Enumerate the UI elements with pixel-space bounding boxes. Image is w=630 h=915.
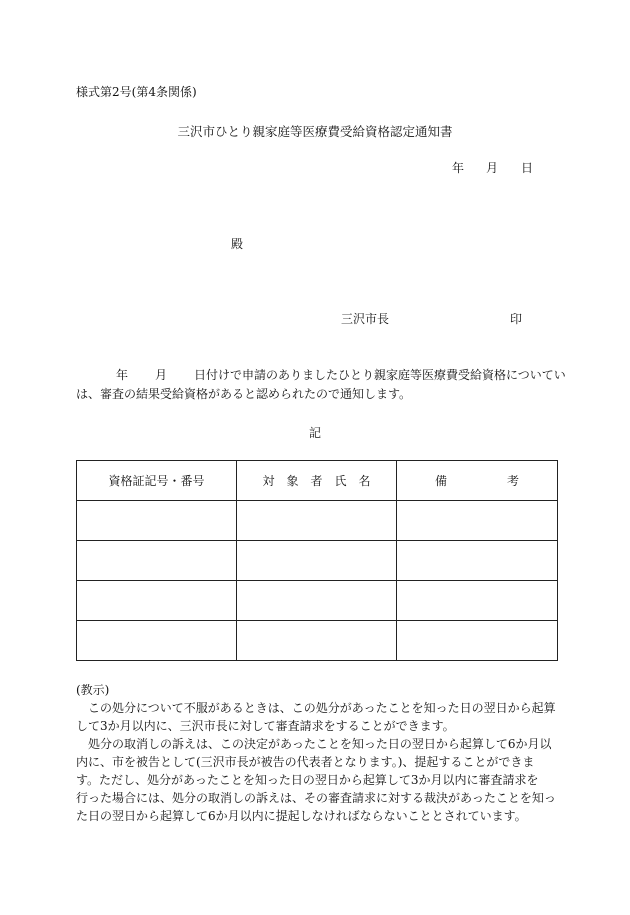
header-remarks: 備考 (397, 461, 558, 501)
intro-text-line2: は、審査の結果受給資格があると認められたので通知します。 (76, 387, 412, 401)
header-subject-name: 対 象 者 氏 名 (237, 461, 397, 501)
table-row (77, 581, 558, 621)
seal-mark: 印 (510, 312, 523, 326)
ki-heading: 記 (308, 426, 321, 440)
intro-year-label: 年 (116, 368, 129, 382)
notice-line: た日の翌日から起算して6か月以内に提起しなければならないこととされています。 (76, 809, 527, 823)
notice-line: 内に、市を被告として(三沢市長が被告の代表者となります。)、提起することができま (76, 755, 535, 769)
date-month-label: 月 (486, 161, 499, 175)
table-row (77, 501, 558, 541)
date-day-label: 日 (521, 161, 534, 175)
table-cell[interactable] (397, 621, 558, 661)
table-row (77, 621, 558, 661)
table-cell[interactable] (77, 541, 237, 581)
notice-line: 行った場合には、処分の取消しの訴えは、その審査請求に対する裁決があったことを知っ (76, 791, 556, 805)
document-title: 三沢市ひとり親家庭等医療費受給資格認定通知書 (177, 124, 453, 139)
notice-heading: (教示) (76, 683, 110, 697)
notice-line: す。ただし、処分があったことを知った日の翌日から起算して3か月以内に審査請求を (76, 773, 539, 787)
header-certificate-number: 資格証記号・番号 (77, 461, 237, 501)
form-number: 様式第2号(第4条関係) (76, 85, 197, 99)
table-cell[interactable] (77, 501, 237, 541)
issuer-name: 三沢市長 (341, 312, 390, 326)
table-cell[interactable] (397, 581, 558, 621)
table-cell[interactable] (237, 621, 397, 661)
table-cell[interactable] (237, 541, 397, 581)
notice-line: この処分について不服があるときは、この処分があったことを知った日の翌日から起算 (88, 701, 556, 715)
table-row (77, 541, 558, 581)
table-cell[interactable] (397, 541, 558, 581)
table-cell[interactable] (237, 581, 397, 621)
notice-line: 処分の取消しの訴えは、この決定があったことを知った日の翌日から起算して6か月以 (88, 737, 552, 751)
table-cell[interactable] (237, 501, 397, 541)
intro-paragraph (76, 366, 566, 404)
table-cell[interactable] (397, 501, 558, 541)
date-year-label: 年 (452, 161, 465, 175)
certificate-table (76, 460, 558, 661)
intro-month-label: 月 (155, 368, 168, 382)
table-header-row (77, 461, 558, 501)
addressee-suffix: 殿 (231, 237, 244, 251)
table-cell[interactable] (77, 581, 237, 621)
notice-line: して3か月以内に、三沢市長に対して審査請求をすることができます。 (76, 719, 455, 733)
notice-section (76, 681, 560, 825)
table-cell[interactable] (77, 621, 237, 661)
intro-text-line1: 日付けで申請のありましたひとり親家庭等医療費受給資格についてい (194, 368, 566, 382)
